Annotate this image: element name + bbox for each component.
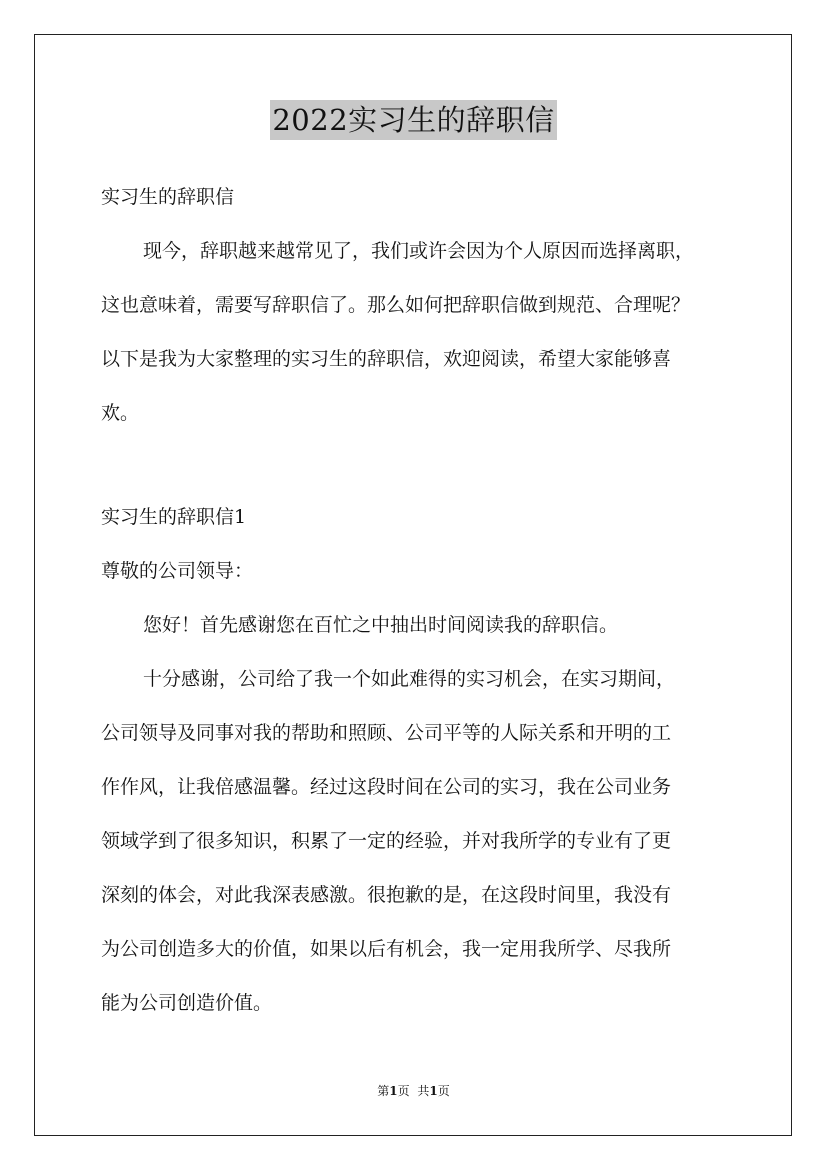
- total-suffix: 页: [437, 1084, 450, 1098]
- intro-line: 欢。: [101, 402, 140, 424]
- intro-heading: 实习生的辞职信: [101, 186, 235, 208]
- page-prefix: 第: [377, 1084, 390, 1098]
- body-line: 为公司创造多大的价值，如果以后有机会，我一定用我所学、尽我所: [101, 938, 672, 960]
- salutation: 尊敬的公司领导：: [101, 560, 254, 582]
- intro-line: 这也意味着，需要写辞职信了。那么如何把辞职信做到规范、合理呢？: [101, 294, 691, 316]
- page-suffix: 页: [397, 1084, 410, 1098]
- intro-line: 以下是我为大家整理的实习生的辞职信，欢迎阅读，希望大家能够喜: [101, 348, 672, 370]
- document-body: [101, 170, 729, 1030]
- greeting: 您好！首先感谢您在百忙之中抽出时间阅读我的辞职信。: [143, 614, 619, 636]
- body-line: 能为公司创造价值。: [101, 992, 273, 1014]
- paragraph-spacer: [101, 440, 729, 490]
- body-line: 领域学到了很多知识，积累了一定的经验，并对我所学的专业有了更: [101, 830, 672, 852]
- letter-heading: 实习生的辞职信1: [101, 506, 247, 528]
- body-line: 深刻的体会，对此我深表感激。很抱歉的是，在这段时间里，我没有: [101, 884, 672, 906]
- body-line: 公司领导及同事对我的帮助和照顾、公司平等的人际关系和开明的工: [101, 722, 672, 744]
- body-line: 十分感谢，公司给了我一个如此难得的实习机会，在实习期间，: [143, 668, 676, 690]
- page-number: 1: [389, 1084, 398, 1098]
- page-footer: [0, 1082, 827, 1100]
- total-pages: 1: [429, 1084, 438, 1098]
- total-prefix: 共: [417, 1084, 430, 1098]
- intro-line: 现今，辞职越来越常见了，我们或许会因为个人原因而选择离职，: [143, 240, 695, 262]
- document-title: 2022实习生的辞职信: [270, 100, 556, 140]
- body-line: 作作风，让我倍感温馨。经过这段时间在公司的实习，我在公司业务: [101, 776, 672, 798]
- title-container: [0, 100, 827, 140]
